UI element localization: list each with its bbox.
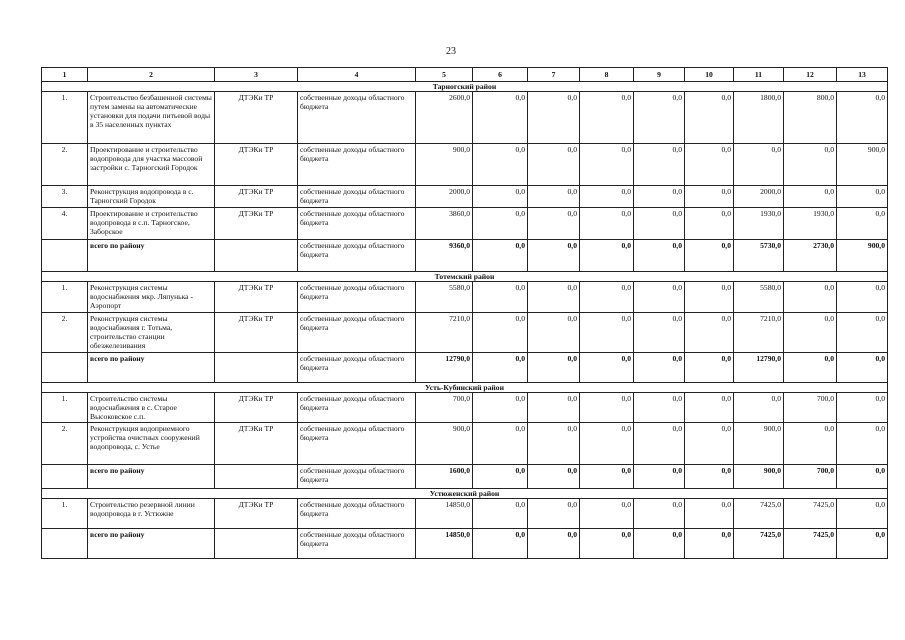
total-amount-cell: 0,0 (837, 529, 888, 559)
amount-cell: 0,0 (580, 144, 634, 186)
column-number-header: 5 (416, 68, 473, 82)
column-number-header: 4 (298, 68, 416, 82)
total-amount-cell: 0,0 (528, 240, 580, 272)
amount-cell: 0,0 (473, 499, 528, 529)
amount-cell: 1930,0 (784, 208, 837, 240)
executor: ДТЭКи ТР (215, 392, 298, 422)
total-amount-cell: 0,0 (837, 352, 888, 382)
page-number: 23 (446, 46, 456, 57)
amount-cell: 2600,0 (416, 92, 473, 144)
amount-cell: 14850,0 (416, 499, 473, 529)
district-total-row (42, 464, 888, 488)
amount-cell: 0,0 (473, 422, 528, 464)
executor: ДТЭКи ТР (215, 282, 298, 312)
district-name: Усть-Кубинский район (42, 382, 888, 392)
funding-source: собственные доходы областного бюджета (298, 464, 416, 488)
total-amount-cell: 0,0 (528, 529, 580, 559)
column-number-header: 8 (580, 68, 634, 82)
project-name: Проектирование и строительство водопровода для участка массовой застройки с. Тарногский Городок (88, 144, 215, 186)
amount-cell: 7425,0 (734, 499, 784, 529)
header-row (42, 68, 888, 82)
amount-cell: 0,0 (685, 144, 734, 186)
amount-cell: 0,0 (837, 312, 888, 352)
district-total-row (42, 240, 888, 272)
amount-cell: 5580,0 (734, 282, 784, 312)
total-amount-cell: 0,0 (528, 464, 580, 488)
amount-cell: 0,0 (473, 208, 528, 240)
amount-cell: 0,0 (473, 92, 528, 144)
district-name: Тотемский район (42, 272, 888, 282)
executor: ДТЭКи ТР (215, 208, 298, 240)
total-amount-cell: 12790,0 (416, 352, 473, 382)
funding-source: собственные доходы областного бюджета (298, 240, 416, 272)
row-number: 1. (42, 392, 88, 422)
table-row (42, 282, 888, 312)
total-amount-cell: 0,0 (685, 352, 734, 382)
total-amount-cell: 0,0 (473, 240, 528, 272)
amount-cell: 0,0 (634, 208, 685, 240)
amount-cell: 7210,0 (734, 312, 784, 352)
district-header-row (42, 272, 888, 282)
row-number: 1. (42, 92, 88, 144)
amount-cell: 900,0 (734, 422, 784, 464)
row-number: 2. (42, 312, 88, 352)
total-label: всего по району (88, 464, 215, 488)
project-name: Реконструкция водопровода в с. Тарногский Городок (88, 186, 215, 208)
amount-cell: 0,0 (837, 392, 888, 422)
amount-cell: 0,0 (580, 312, 634, 352)
total-amount-cell: 7425,0 (734, 529, 784, 559)
amount-cell: 0,0 (685, 92, 734, 144)
funding-source: собственные доходы областного бюджета (298, 352, 416, 382)
project-name: Реконструкция системы водоснабжения г. Тотьма, строительство станции обезжелезивания (88, 312, 215, 352)
amount-cell: 3860,0 (416, 208, 473, 240)
project-name: Строительство системы водоснабжения в с. Старое Высоковское с.п. (88, 392, 215, 422)
amount-cell: 0,0 (837, 282, 888, 312)
amount-cell: 0,0 (580, 282, 634, 312)
executor: ДТЭКи ТР (215, 92, 298, 144)
amount-cell: 0,0 (685, 392, 734, 422)
amount-cell: 0,0 (473, 392, 528, 422)
table-row (42, 392, 888, 422)
project-name: Строительство резервной линии водопровода в г. Устюжне (88, 499, 215, 529)
total-amount-cell: 900,0 (734, 464, 784, 488)
total-amount-cell: 12790,0 (734, 352, 784, 382)
total-amount-cell: 0,0 (784, 352, 837, 382)
row-number: 2. (42, 144, 88, 186)
table-row (42, 312, 888, 352)
amount-cell: 0,0 (634, 392, 685, 422)
column-number-header: 2 (88, 68, 215, 82)
district-total-row (42, 352, 888, 382)
empty-cell (42, 464, 88, 488)
amount-cell: 7425,0 (784, 499, 837, 529)
amount-cell: 0,0 (685, 499, 734, 529)
total-amount-cell: 0,0 (528, 352, 580, 382)
total-amount-cell: 0,0 (580, 352, 634, 382)
table-row (42, 186, 888, 208)
empty-cell (215, 240, 298, 272)
amount-cell: 0,0 (784, 282, 837, 312)
row-number: 1. (42, 282, 88, 312)
district-total-row (42, 529, 888, 559)
project-name: Строительство безбашенной системы путем замены на автоматические установки для подачи питьевой воды в 35 населенных пунктах (88, 92, 215, 144)
column-number-header: 3 (215, 68, 298, 82)
table-row (42, 208, 888, 240)
amount-cell: 1800,0 (734, 92, 784, 144)
table-row (42, 499, 888, 529)
amount-cell: 0,0 (528, 499, 580, 529)
amount-cell: 2000,0 (416, 186, 473, 208)
amount-cell: 0,0 (634, 282, 685, 312)
funding-source: собственные доходы областного бюджета (298, 186, 416, 208)
district-name: Тарногский район (42, 82, 888, 92)
district-header-row (42, 488, 888, 498)
total-amount-cell: 900,0 (837, 240, 888, 272)
funding-source: собственные доходы областного бюджета (298, 499, 416, 529)
executor: ДТЭКи ТР (215, 186, 298, 208)
total-label: всего по району (88, 352, 215, 382)
total-amount-cell: 0,0 (685, 529, 734, 559)
budget-table (41, 67, 888, 559)
total-amount-cell: 0,0 (473, 352, 528, 382)
amount-cell: 0,0 (634, 144, 685, 186)
empty-cell (215, 352, 298, 382)
amount-cell: 0,0 (580, 92, 634, 144)
total-amount-cell: 5730,0 (734, 240, 784, 272)
funding-source: собственные доходы областного бюджета (298, 92, 416, 144)
total-amount-cell: 0,0 (473, 464, 528, 488)
project-name: Реконструкция системы водоснабжения мкр. Ляпунька - Аэропорт (88, 282, 215, 312)
table-row (42, 144, 888, 186)
amount-cell: 0,0 (837, 92, 888, 144)
amount-cell: 0,0 (634, 186, 685, 208)
total-amount-cell: 2730,0 (784, 240, 837, 272)
amount-cell: 0,0 (473, 282, 528, 312)
column-number-header: 13 (837, 68, 888, 82)
amount-cell: 700,0 (784, 392, 837, 422)
amount-cell: 0,0 (634, 92, 685, 144)
executor: ДТЭКи ТР (215, 312, 298, 352)
funding-source: собственные доходы областного бюджета (298, 144, 416, 186)
amount-cell: 1930,0 (734, 208, 784, 240)
empty-cell (215, 464, 298, 488)
amount-cell: 0,0 (784, 144, 837, 186)
funding-source: собственные доходы областного бюджета (298, 529, 416, 559)
amount-cell: 900,0 (416, 422, 473, 464)
amount-cell: 0,0 (837, 186, 888, 208)
amount-cell: 0,0 (734, 392, 784, 422)
amount-cell: 0,0 (734, 144, 784, 186)
table-row (42, 92, 888, 144)
total-amount-cell: 0,0 (473, 529, 528, 559)
total-amount-cell: 0,0 (580, 529, 634, 559)
amount-cell: 0,0 (528, 208, 580, 240)
amount-cell: 700,0 (416, 392, 473, 422)
row-number: 1. (42, 499, 88, 529)
amount-cell: 0,0 (685, 282, 734, 312)
amount-cell: 0,0 (580, 422, 634, 464)
amount-cell: 0,0 (580, 499, 634, 529)
district-name: Устюженский район (42, 488, 888, 498)
column-number-header: 11 (734, 68, 784, 82)
empty-cell (42, 529, 88, 559)
total-amount-cell: 0,0 (634, 529, 685, 559)
amount-cell: 0,0 (580, 186, 634, 208)
amount-cell: 0,0 (580, 208, 634, 240)
empty-cell (215, 529, 298, 559)
row-number: 4. (42, 208, 88, 240)
district-header-row (42, 82, 888, 92)
amount-cell: 0,0 (837, 499, 888, 529)
executor: ДТЭКи ТР (215, 144, 298, 186)
amount-cell: 0,0 (528, 282, 580, 312)
column-number-header: 7 (528, 68, 580, 82)
amount-cell: 0,0 (528, 312, 580, 352)
amount-cell: 0,0 (685, 186, 734, 208)
total-label: всего по району (88, 240, 215, 272)
row-number: 2. (42, 422, 88, 464)
amount-cell: 0,0 (473, 312, 528, 352)
amount-cell: 0,0 (837, 208, 888, 240)
empty-cell (42, 352, 88, 382)
column-number-header: 6 (473, 68, 528, 82)
project-name: Реконструкция водоприемного устройства очистных сооружений водопровода, с. Устье (88, 422, 215, 464)
amount-cell: 0,0 (685, 208, 734, 240)
amount-cell: 0,0 (634, 499, 685, 529)
row-number: 3. (42, 186, 88, 208)
total-amount-cell: 0,0 (837, 464, 888, 488)
column-number-header: 1 (42, 68, 88, 82)
amount-cell: 0,0 (784, 186, 837, 208)
executor: ДТЭКи ТР (215, 499, 298, 529)
funding-source: собственные доходы областного бюджета (298, 392, 416, 422)
amount-cell: 0,0 (784, 422, 837, 464)
amount-cell: 0,0 (685, 422, 734, 464)
total-amount-cell: 700,0 (784, 464, 837, 488)
amount-cell: 900,0 (837, 144, 888, 186)
column-number-header: 9 (634, 68, 685, 82)
total-amount-cell: 0,0 (634, 240, 685, 272)
district-header-row (42, 382, 888, 392)
total-amount-cell: 7425,0 (784, 529, 837, 559)
amount-cell: 7210,0 (416, 312, 473, 352)
total-amount-cell: 0,0 (685, 464, 734, 488)
amount-cell: 0,0 (580, 392, 634, 422)
empty-cell (42, 240, 88, 272)
amount-cell: 2000,0 (734, 186, 784, 208)
amount-cell: 0,0 (528, 144, 580, 186)
amount-cell: 0,0 (784, 312, 837, 352)
total-amount-cell: 0,0 (634, 464, 685, 488)
amount-cell: 0,0 (528, 92, 580, 144)
total-amount-cell: 0,0 (634, 352, 685, 382)
amount-cell: 0,0 (473, 144, 528, 186)
table-body (42, 68, 888, 559)
amount-cell: 900,0 (416, 144, 473, 186)
amount-cell: 800,0 (784, 92, 837, 144)
funding-source: собственные доходы областного бюджета (298, 282, 416, 312)
project-name: Проектирование и строительство водопровода в с.п. Тарногское, Заборское (88, 208, 215, 240)
amount-cell: 0,0 (473, 186, 528, 208)
amount-cell: 5580,0 (416, 282, 473, 312)
amount-cell: 0,0 (634, 422, 685, 464)
funding-source: собственные доходы областного бюджета (298, 208, 416, 240)
column-number-header: 10 (685, 68, 734, 82)
total-amount-cell: 0,0 (580, 240, 634, 272)
amount-cell: 0,0 (634, 312, 685, 352)
table-row (42, 422, 888, 464)
total-amount-cell: 14850,0 (416, 529, 473, 559)
amount-cell: 0,0 (685, 312, 734, 352)
total-label: всего по району (88, 529, 215, 559)
total-amount-cell: 0,0 (685, 240, 734, 272)
amount-cell: 0,0 (837, 422, 888, 464)
total-amount-cell: 1600,0 (416, 464, 473, 488)
funding-source: собственные доходы областного бюджета (298, 422, 416, 464)
amount-cell: 0,0 (528, 422, 580, 464)
executor: ДТЭКи ТР (215, 422, 298, 464)
total-amount-cell: 0,0 (580, 464, 634, 488)
total-amount-cell: 9360,0 (416, 240, 473, 272)
amount-cell: 0,0 (528, 186, 580, 208)
amount-cell: 0,0 (528, 392, 580, 422)
funding-source: собственные доходы областного бюджета (298, 312, 416, 352)
column-number-header: 12 (784, 68, 837, 82)
